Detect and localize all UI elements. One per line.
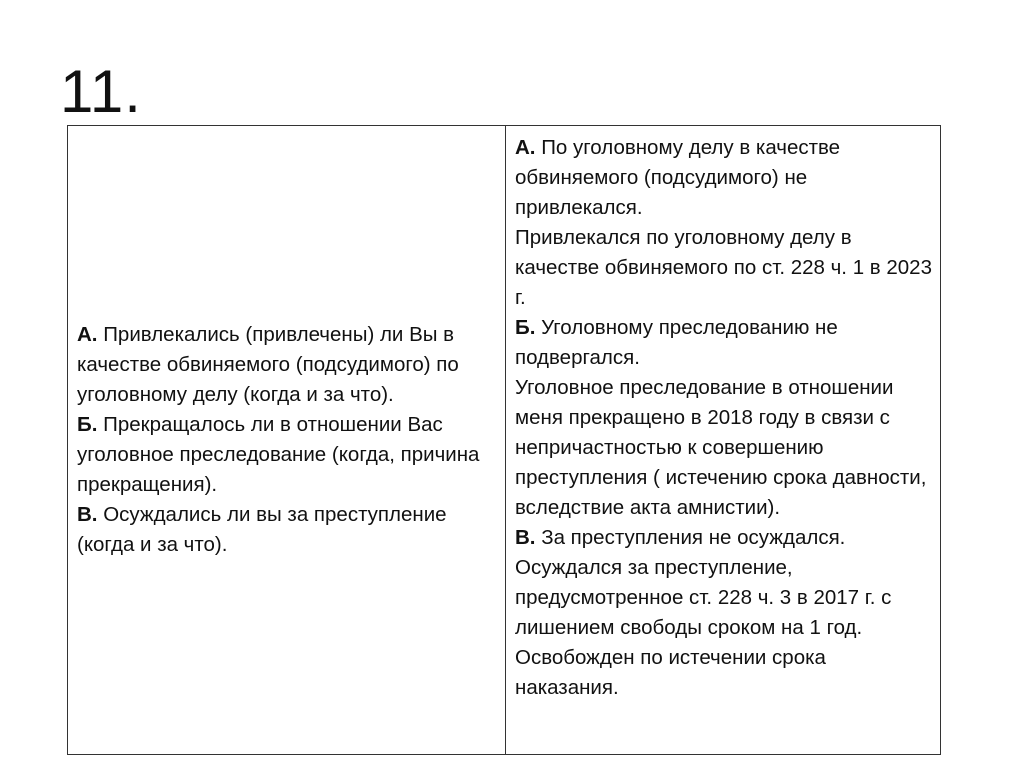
answer-label-b: Б. — [515, 316, 536, 339]
question-label-b: Б. — [77, 413, 98, 436]
question-text-b: Прекращалось ли в отношении Вас уголовное преследование (когда, причина прекращения). — [77, 413, 480, 496]
question-cell — [68, 126, 506, 754]
answer-cell — [506, 126, 940, 754]
answer-item-c — [515, 523, 932, 553]
slide-title: 11. — [60, 58, 142, 125]
answer-extra-a: Привлекался по уголовному делу в качестве обвиняемого по ст. 228 ч. 1 в 2023 г. — [515, 226, 932, 309]
answer-text-b: Уголовному преследованию не подвергался. — [515, 316, 838, 369]
answer-text-a: По уголовному делу в качестве обвиняемого (подсудимого) не привлекался. — [515, 136, 841, 219]
question-label-c: В. — [77, 503, 98, 526]
question-item-b — [77, 410, 497, 500]
answer-item-b — [515, 313, 932, 373]
answer-text — [515, 133, 932, 703]
question-item-a — [77, 320, 497, 410]
question-text — [77, 320, 497, 560]
answer-label-c: В. — [515, 526, 536, 549]
answer-label-a: А. — [515, 136, 536, 159]
answer-extra-b: Уголовное преследование в отношении меня прекращено в 2018 году в связи с непричастностью к совершению преступления ( истечению срока давности, вследствие акта амнистии). — [515, 376, 927, 519]
question-text-c: Осуждались ли вы за преступление (когда и за что). — [77, 503, 447, 556]
question-answer-table — [67, 125, 941, 755]
question-text-a: Привлекались (привлечены) ли Вы в качестве обвиняемого (подсудимого) по уголовному делу (когда и за что). — [77, 323, 459, 406]
question-item-c — [77, 500, 497, 560]
answer-item-a — [515, 133, 932, 223]
answer-extra-c: Осуждался за преступление, предусмотренное ст. 228 ч. 3 в 2017 г. с лишением свободы сроком на 1 год. Освобожден по истечении срока наказания. — [515, 556, 892, 699]
question-label-a: А. — [77, 323, 98, 346]
answer-text-c: За преступления не осуждался. — [535, 526, 846, 549]
